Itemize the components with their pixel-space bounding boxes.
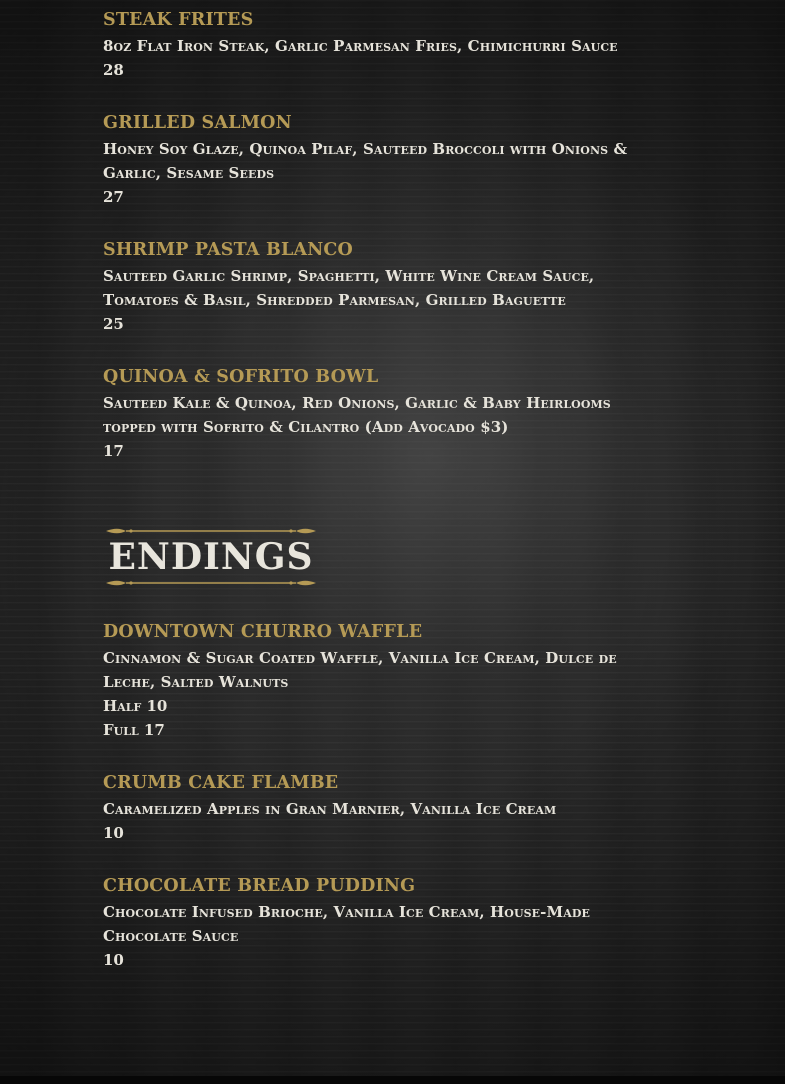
item-description: Sauteed Kale & Quinoa, Red Onions, Garlic & Baby Heirlooms [103, 394, 611, 412]
item-title: GRILLED SALMON [103, 113, 292, 133]
menu-item-quinoa-sofrito-bowl [103, 366, 703, 463]
item-description: 8oz Flat Iron Steak, Garlic Parmesan Fries, Chimichurri Sauce [103, 37, 618, 55]
item-title: SHRIMP PASTA BLANCO [103, 240, 354, 260]
item-price: 27 [103, 188, 124, 206]
mains-section [103, 9, 703, 463]
item-description: Chocolate Sauce [103, 927, 239, 945]
item-price: 28 [103, 61, 124, 79]
item-title: QUINOA & SOFRITO BOWL [103, 367, 379, 387]
item-price: 10 [103, 824, 124, 842]
bottom-edge-bar [0, 1076, 785, 1084]
menu-item-downtown-churro-waffle [103, 621, 703, 742]
item-description: Caramelized Apples in Gran Marnier, Vanilla Ice Cream [103, 800, 557, 818]
item-description: Honey Soy Glaze, Quinoa Pilaf, Sauteed Broccoli with Onions & [103, 140, 628, 158]
menu-item-steak-frites [103, 9, 703, 82]
item-title: STEAK FRITES [103, 10, 254, 30]
endings-section-header [104, 527, 318, 587]
menu-item-crumb-cake-flambe [103, 772, 703, 845]
item-title: DOWNTOWN CHURRO WAFFLE [103, 622, 423, 642]
item-price: 17 [103, 442, 124, 460]
item-price: Half 10 [103, 697, 168, 715]
endings-section [103, 621, 703, 972]
section-title: ENDINGS [108, 536, 314, 578]
item-price: Full 17 [103, 721, 165, 739]
item-description: Cinnamon & Sugar Coated Waffle, Vanilla Ice Cream, Dulce de [103, 649, 617, 667]
item-description: topped with Sofrito & Cilantro (Add Avocado $3) [103, 418, 509, 436]
item-description: Tomatoes & Basil, Shredded Parmesan, Grilled Baguette [103, 291, 566, 309]
item-title: CRUMB CAKE FLAMBE [103, 773, 339, 793]
item-description: Garlic, Sesame Seeds [103, 164, 275, 182]
menu-item-grilled-salmon [103, 112, 703, 209]
menu-page [103, 9, 703, 1002]
item-title: CHOCOLATE BREAD PUDDING [103, 876, 416, 896]
menu-item-chocolate-bread-pudding [103, 875, 703, 972]
item-description: Leche, Salted Walnuts [103, 673, 289, 691]
item-price: 10 [103, 951, 124, 969]
item-description: Chocolate Infused Brioche, Vanilla Ice Cream, House-Made [103, 903, 590, 921]
item-price: 25 [103, 315, 124, 333]
menu-item-shrimp-pasta-blanco [103, 239, 703, 336]
item-description: Sauteed Garlic Shrimp, Spaghetti, White Wine Cream Sauce, [103, 267, 595, 285]
